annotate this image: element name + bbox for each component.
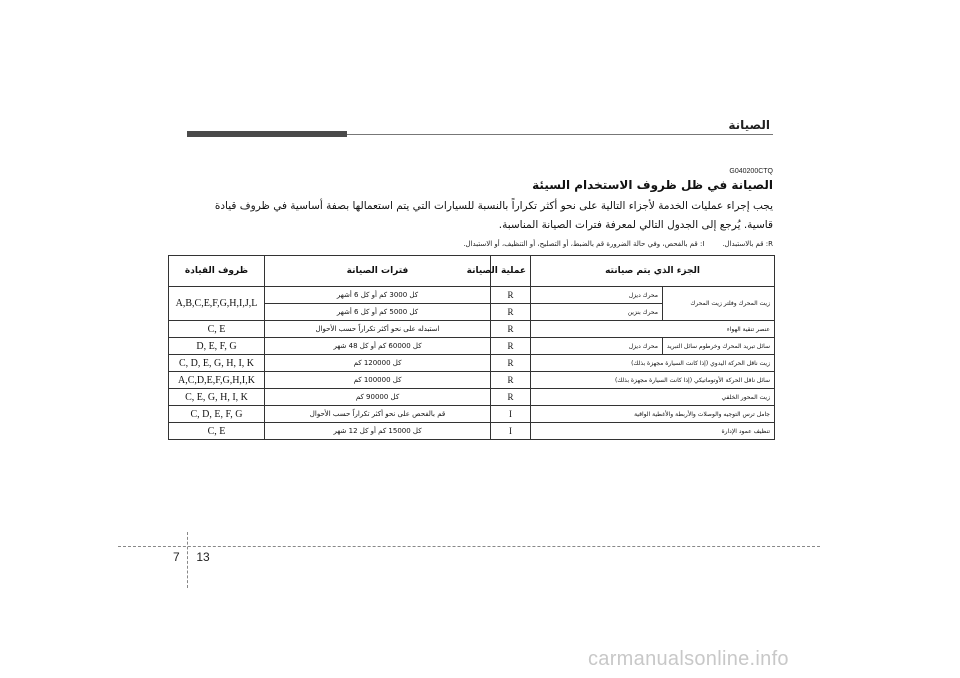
row-item: جامل ترس التوجيه والوصلات والأربطة والأغطية الواقية bbox=[531, 406, 775, 423]
row-operation: R bbox=[491, 355, 531, 372]
row-operation: R bbox=[491, 287, 531, 304]
table-row bbox=[169, 389, 775, 406]
row-item: زيت المحرك وفلتر زيت المحرك bbox=[663, 287, 775, 321]
table-row bbox=[169, 372, 775, 389]
header-section-title: الصيانة bbox=[728, 118, 770, 132]
row-operation: R bbox=[491, 304, 531, 321]
row-interval: كل 120000 كم bbox=[265, 355, 491, 372]
header-item: الجزء الذي يتم صيانته bbox=[531, 256, 775, 287]
row-item: زيت المحور الخلفي bbox=[531, 389, 775, 406]
row-item: سائل تبريد المحرك وخرطوم سائل التبريد bbox=[663, 338, 775, 355]
watermark: carmanualsonline.info bbox=[588, 648, 789, 670]
page-number bbox=[173, 550, 210, 564]
legend bbox=[183, 240, 773, 248]
row-item: سائل ناقل الحركة الأوتوماتيكي (إذا كانت السيارة مجهزة بذلك) bbox=[531, 372, 775, 389]
legend-replace: R: قم بالاستبدال. bbox=[722, 240, 773, 248]
header-interval: فترات الصيانة bbox=[265, 256, 491, 287]
row-interval: استبدله على نحو أكثر تكراراً حسب الأحوال bbox=[265, 321, 491, 338]
row-conditions: C, E, G, H, I, K bbox=[169, 389, 265, 406]
row-interval: كل 15000 كم أو كل 12 شهر bbox=[265, 423, 491, 440]
row-interval: كل 3000 كم أو كل 6 أشهر bbox=[265, 287, 491, 304]
row-sub: محرك ديزل bbox=[531, 287, 663, 304]
row-operation: R bbox=[491, 338, 531, 355]
row-item: زيت ناقل الحركة اليدوي (إذا كانت السيارة مجهزة بذلك) bbox=[531, 355, 775, 372]
table-row bbox=[169, 355, 775, 372]
row-interval: كل 60000 كم أو كل 48 شهر bbox=[265, 338, 491, 355]
table-row bbox=[169, 423, 775, 440]
row-conditions: C, E bbox=[169, 423, 265, 440]
table-row bbox=[169, 321, 775, 338]
legend-inspect: I: قم بالفحص، وفي حالة الضرورة قم بالضبط، أو التصليح، أو التنظيف، أو الاستبدال. bbox=[463, 240, 705, 248]
table-row bbox=[169, 406, 775, 423]
row-conditions: A,B,C,E,F,G,H,I,J,L bbox=[169, 287, 265, 321]
row-item: تنظيف عمود الإدارة bbox=[531, 423, 775, 440]
row-sub: محرك بنزين bbox=[531, 304, 663, 321]
row-interval: كل 5000 كم أو كل 6 أشهر bbox=[265, 304, 491, 321]
row-operation: I bbox=[491, 406, 531, 423]
row-interval: كل 90000 كم bbox=[265, 389, 491, 406]
row-conditions: C, D, E, G, H, I, K bbox=[169, 355, 265, 372]
row-interval: كل 100000 كم bbox=[265, 372, 491, 389]
row-operation: R bbox=[491, 321, 531, 338]
table-row bbox=[169, 338, 775, 355]
intro-paragraph: يجب إجراء عمليات الخدمة لأجزاء التالية على نحو أكثر تكراراً بالنسبة للسيارات التي يتم استعمالها بصفة أساسية في ظروف قيادة قاسية. يُرجع إلى الجدول التالي لمعرفة فترات الصيانة المناسبة. bbox=[214, 200, 773, 231]
document-code: G040200CTQ bbox=[729, 168, 773, 175]
table-header-row bbox=[169, 256, 775, 287]
maintenance-table bbox=[168, 255, 775, 440]
row-operation: R bbox=[491, 372, 531, 389]
header-operation: عملية الصيانة bbox=[491, 256, 531, 287]
page-number-value: 13 bbox=[196, 550, 210, 564]
table-row bbox=[169, 287, 775, 304]
row-interval: قم بالفحص على نحو أكثر تكراراً حسب الأحوال bbox=[265, 406, 491, 423]
row-sub: محرك ديزل bbox=[531, 338, 663, 355]
row-conditions: C, E bbox=[169, 321, 265, 338]
row-conditions: D, E, F, G bbox=[169, 338, 265, 355]
section-heading: الصيانة في ظل ظروف الاستخدام السيئة bbox=[532, 178, 773, 192]
header-rule-accent bbox=[187, 131, 347, 137]
header-conditions: ظروف القيادة bbox=[169, 256, 265, 287]
row-item: عنصر تنقية الهواء bbox=[531, 321, 775, 338]
chapter-number: 7 bbox=[173, 550, 180, 564]
footer-divider bbox=[118, 546, 820, 547]
row-conditions: A,C,D,E,F,G,H,I,K bbox=[169, 372, 265, 389]
row-operation: R bbox=[491, 389, 531, 406]
row-operation: I bbox=[491, 423, 531, 440]
row-conditions: C, D, E, F, G bbox=[169, 406, 265, 423]
